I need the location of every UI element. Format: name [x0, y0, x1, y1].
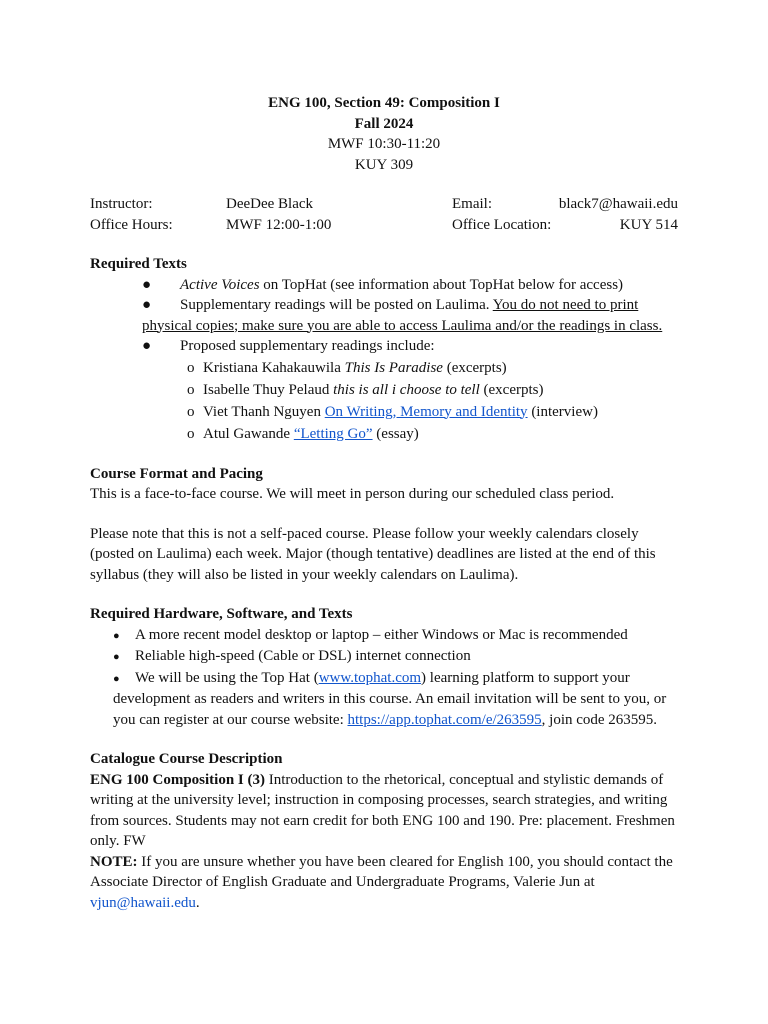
note-text: If you are unsure whether you have been cleared for English 100, you should contact the [137, 853, 673, 870]
class-schedule: MWF 10:30-11:20 [327, 136, 441, 152]
bullet-icon: ● [113, 672, 120, 685]
note-text: Associate Director of English Graduate and Undergraduate Programs, Valerie Jun at [90, 874, 595, 890]
paragraph-line: Please note that this is not a self-paced course. Please follow your weekly calendars closely [90, 525, 639, 542]
info-row-office [90, 215, 678, 236]
description-text: writing at the university level; instruction in composing processes, search strategies, and writing [90, 792, 668, 808]
reading-item [90, 379, 678, 401]
instructor-info [90, 194, 678, 235]
reading-author: Kristiana Kahakauwila [203, 359, 345, 376]
reading-note: (essay) [372, 425, 419, 442]
description-text: Introduction to the rhetorical, conceptual and stylistic demands of [265, 771, 664, 788]
reading-note: (excerpts) [442, 359, 507, 376]
instructor-email[interactable]: black7@hawaii.edu [558, 196, 678, 212]
required-text-item [90, 295, 678, 336]
info-row-instructor [90, 194, 678, 215]
text-description: Proposed supplementary readings include: [180, 338, 435, 354]
office-location: KUY 514 [619, 216, 678, 233]
course-title: ENG 100, Section 49: Composition I [268, 95, 500, 111]
description-text: from sources. Students may not earn credit for both ENG 100 and 190. Pre: placement. Freshmen [90, 812, 675, 829]
bullet-icon: ● [113, 629, 120, 642]
course-code: ENG 100 Composition I (3) [90, 771, 266, 788]
bullet-icon: ● [142, 297, 152, 313]
readings-list [90, 357, 678, 445]
description-text: only. FW [90, 833, 146, 849]
hardware-item [90, 625, 678, 647]
sub-bullet-icon: o [187, 359, 195, 376]
paragraph-line: syllabus (they will also be listed in your weekly calendars on Laulima). [90, 566, 519, 583]
note-label: NOTE: [90, 853, 138, 870]
office-hours-label: Office Hours: [90, 216, 173, 233]
reading-author: Atul Gawande [203, 425, 294, 442]
hardware-text: Reliable high-speed (Cable or DSL) internet connection [135, 648, 471, 664]
hardware-text: development as readers and writers in this course. An email invitation will be sent to you, or [113, 691, 667, 707]
sub-bullet-icon: o [187, 381, 195, 398]
hardware-heading: Required Hardware, Software, and Texts [90, 606, 353, 622]
text-emphasis: physical copies; make sure you are able to access Laulima and/or the readings in class. [142, 317, 663, 334]
sub-bullet-icon: o [187, 403, 195, 420]
reading-item [90, 423, 678, 445]
catalogue-heading: Catalogue Course Description [90, 751, 283, 767]
text-description: Supplementary readings will be posted on Laulima. [180, 297, 493, 313]
course-website-link[interactable]: https://app.tophat.com/e/263595 [347, 711, 542, 728]
reading-item [90, 357, 678, 379]
office-hours: MWF 12:00-1:00 [226, 216, 332, 233]
hardware-text: you can register at our course website: [113, 711, 348, 728]
catalogue-note [90, 852, 678, 914]
reading-link[interactable]: “Letting Go” [293, 425, 373, 442]
reading-author: Viet Thanh Nguyen [203, 403, 325, 420]
term: Fall 2024 [354, 115, 414, 132]
contact-email-link[interactable]: vjun@hawaii.edu [90, 894, 196, 911]
class-room: KUY 309 [354, 156, 414, 173]
instructor-label: Instructor: [90, 196, 153, 212]
course-format-heading: Course Format and Pacing [90, 465, 263, 482]
reading-note: (interview) [527, 403, 598, 420]
hardware-item [90, 646, 678, 668]
format-paragraph: This is a face-to-face course. We will meet in person during our scheduled class period. [90, 486, 615, 502]
pacing-paragraph [90, 524, 678, 586]
hardware-text: We will be using the Top Hat ( [135, 669, 319, 686]
email-label: Email: [452, 196, 492, 212]
required-texts-heading: Required Texts [90, 256, 187, 272]
tophat-link[interactable]: www.tophat.com [318, 669, 422, 686]
hardware-text: , join code 263595. [541, 711, 658, 728]
hardware-text: A more recent model desktop or laptop – either Windows or Mac is recommended [135, 626, 628, 643]
hardware-item [90, 668, 678, 731]
text-title: Active Voices [180, 276, 260, 293]
reading-note: (excerpts) [479, 381, 544, 398]
required-text-item [90, 275, 678, 296]
reading-author: Isabelle Thuy Pelaud [203, 381, 334, 398]
required-text-item [90, 336, 678, 357]
reading-item [90, 401, 678, 423]
paragraph-line: (posted on Laulima) each week. Major (though tentative) deadlines are listed at the end of this [90, 546, 656, 562]
sub-bullet-icon: o [187, 425, 195, 442]
bullet-icon: ● [142, 338, 152, 354]
reading-title: This Is Paradise [344, 359, 443, 376]
syllabus-page [90, 93, 678, 913]
text-description: on TopHat (see information about TopHat below for access) [259, 276, 624, 293]
bullet-icon: ● [142, 276, 152, 293]
note-text: . [195, 894, 200, 911]
reading-link[interactable]: On Writing, Memory and Identity [324, 403, 528, 420]
office-location-label: Office Location: [452, 216, 552, 233]
catalogue-description [90, 770, 678, 852]
instructor-name: DeeDee Black [226, 196, 314, 212]
bullet-icon: ● [113, 651, 120, 663]
reading-title: this is all i choose to tell [333, 381, 480, 398]
hardware-text: ) learning platform to support your [421, 669, 630, 686]
text-emphasis: You do not need to print [492, 297, 639, 313]
